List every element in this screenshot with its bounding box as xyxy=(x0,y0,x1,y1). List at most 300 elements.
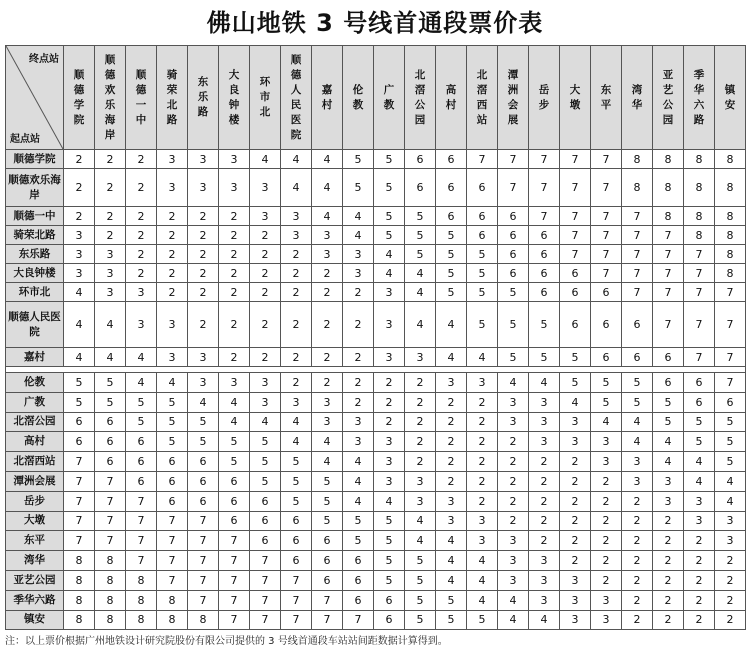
destination-header xyxy=(715,46,746,150)
fare-cell: 2 xyxy=(405,392,436,412)
fare-cell: 7 xyxy=(715,302,746,348)
table-row xyxy=(6,610,746,630)
fare-cell: 5 xyxy=(250,452,281,472)
fare-cell: 7 xyxy=(64,511,95,531)
fare-cell: 6 xyxy=(219,471,250,491)
fare-cell: 5 xyxy=(405,551,436,571)
fare-cell: 8 xyxy=(684,226,715,245)
fare-cell: 6 xyxy=(64,412,95,432)
fare-cell: 8 xyxy=(684,207,715,226)
fare-cell: 3 xyxy=(219,373,250,393)
fare-cell: 7 xyxy=(64,491,95,511)
fare-cell: 4 xyxy=(312,150,343,169)
fare-cell: 5 xyxy=(374,551,405,571)
fare-cell: 2 xyxy=(591,471,622,491)
fare-cell: 3 xyxy=(281,226,312,245)
fare-cell: 6 xyxy=(312,531,343,551)
fare-cell: 5 xyxy=(374,531,405,551)
fare-cell: 6 xyxy=(157,491,188,511)
fare-cell: 4 xyxy=(467,551,498,571)
fare-cell: 6 xyxy=(312,570,343,590)
fare-cell: 3 xyxy=(188,169,219,207)
fare-cell: 7 xyxy=(188,590,219,610)
origin-station-label: 环市北 xyxy=(6,283,64,302)
origin-station-label: 高村 xyxy=(6,432,64,452)
fare-cell: 2 xyxy=(591,511,622,531)
origin-station-label: 季华六路 xyxy=(6,590,64,610)
fare-cell: 2 xyxy=(560,511,591,531)
fare-cell: 8 xyxy=(715,245,746,264)
destination-header xyxy=(374,46,405,150)
fare-cell: 7 xyxy=(312,590,343,610)
fare-cell: 6 xyxy=(95,452,126,472)
destination-label: 高村 xyxy=(445,83,457,111)
fare-cell: 4 xyxy=(64,283,95,302)
fare-cell: 7 xyxy=(560,207,591,226)
fare-cell: 4 xyxy=(64,302,95,348)
fare-cell: 3 xyxy=(498,531,529,551)
fare-cell: 4 xyxy=(219,392,250,412)
fare-cell: 7 xyxy=(157,511,188,531)
fare-cell: 3 xyxy=(374,348,405,367)
fare-cell: 2 xyxy=(188,207,219,226)
table-row xyxy=(6,452,746,472)
origin-station-label: 骑荣北路 xyxy=(6,226,64,245)
fare-cell: 5 xyxy=(715,452,746,472)
fare-cell: 6 xyxy=(436,150,467,169)
fare-cell: 5 xyxy=(343,511,374,531)
fare-cell: 5 xyxy=(374,150,405,169)
fare-cell: 3 xyxy=(374,471,405,491)
fare-cell: 5 xyxy=(405,570,436,590)
fare-cell: 7 xyxy=(591,226,622,245)
fare-cell: 7 xyxy=(281,590,312,610)
fare-cell: 5 xyxy=(436,264,467,283)
fare-cell: 3 xyxy=(312,245,343,264)
fare-cell: 7 xyxy=(529,207,560,226)
fare-cell: 3 xyxy=(281,392,312,412)
fare-cell: 6 xyxy=(405,169,436,207)
fare-cell: 6 xyxy=(684,373,715,393)
fare-cell: 4 xyxy=(405,511,436,531)
fare-cell: 5 xyxy=(281,491,312,511)
fare-cell: 5 xyxy=(374,226,405,245)
fare-cell: 3 xyxy=(622,452,653,472)
destination-header xyxy=(405,46,436,150)
fare-cell: 2 xyxy=(622,590,653,610)
fare-cell: 2 xyxy=(95,150,126,169)
fare-cell: 3 xyxy=(312,226,343,245)
fare-cell: 2 xyxy=(343,283,374,302)
fare-cell: 5 xyxy=(436,226,467,245)
fare-cell: 2 xyxy=(281,348,312,367)
fare-cell: 3 xyxy=(498,551,529,571)
fare-cell: 5 xyxy=(436,610,467,630)
fare-cell: 7 xyxy=(126,491,157,511)
fare-cell: 4 xyxy=(405,302,436,348)
destination-label: 顺德欢乐海岸 xyxy=(104,53,116,141)
destination-header xyxy=(591,46,622,150)
origin-station-label: 顺德学院 xyxy=(6,150,64,169)
fare-cell: 4 xyxy=(405,531,436,551)
table-row xyxy=(6,471,746,491)
fare-cell: 3 xyxy=(405,491,436,511)
fare-cell: 2 xyxy=(560,531,591,551)
fare-cell: 5 xyxy=(715,412,746,432)
table-row xyxy=(6,392,746,412)
fare-cell: 6 xyxy=(467,169,498,207)
fare-cell: 2 xyxy=(467,471,498,491)
fare-cell: 7 xyxy=(157,551,188,571)
fare-cell: 7 xyxy=(157,570,188,590)
fare-cell: 7 xyxy=(219,551,250,571)
fare-cell: 6 xyxy=(560,302,591,348)
fare-cell: 8 xyxy=(64,610,95,630)
fare-cell: 4 xyxy=(498,373,529,393)
fare-cell: 4 xyxy=(467,570,498,590)
fare-cell: 3 xyxy=(591,590,622,610)
fare-cell: 3 xyxy=(374,432,405,452)
fare-cell: 5 xyxy=(653,412,684,432)
fare-cell: 5 xyxy=(653,392,684,412)
fare-cell: 8 xyxy=(653,169,684,207)
fare-cell: 7 xyxy=(591,169,622,207)
fare-cell: 5 xyxy=(498,348,529,367)
fare-cell: 3 xyxy=(405,471,436,491)
fare-cell: 4 xyxy=(374,264,405,283)
fare-cell: 3 xyxy=(343,412,374,432)
fare-cell: 4 xyxy=(64,348,95,367)
fare-cell: 5 xyxy=(343,531,374,551)
fare-cell: 3 xyxy=(529,432,560,452)
destination-header xyxy=(188,46,219,150)
fare-cell: 7 xyxy=(591,245,622,264)
fare-cell: 2 xyxy=(653,531,684,551)
fare-cell: 7 xyxy=(219,590,250,610)
fare-cell: 2 xyxy=(64,150,95,169)
fare-cell: 3 xyxy=(560,432,591,452)
origin-station-label: 顺德人民医院 xyxy=(6,302,64,348)
fare-cell: 4 xyxy=(281,169,312,207)
fare-cell: 5 xyxy=(312,511,343,531)
fare-cell: 7 xyxy=(219,570,250,590)
fare-cell: 4 xyxy=(436,570,467,590)
table-row xyxy=(6,511,746,531)
fare-cell: 7 xyxy=(498,169,529,207)
fare-cell: 2 xyxy=(653,610,684,630)
fare-cell: 3 xyxy=(64,226,95,245)
destination-header xyxy=(64,46,95,150)
fare-cell: 4 xyxy=(250,412,281,432)
fare-cell: 2 xyxy=(467,491,498,511)
fare-cell: 8 xyxy=(64,590,95,610)
fare-cell: 3 xyxy=(715,511,746,531)
fare-cell: 8 xyxy=(653,150,684,169)
fare-cell: 7 xyxy=(498,150,529,169)
fare-cell: 2 xyxy=(126,150,157,169)
fare-cell: 2 xyxy=(126,245,157,264)
fare-cell: 8 xyxy=(126,570,157,590)
fare-cell: 7 xyxy=(95,531,126,551)
fare-cell: 2 xyxy=(622,570,653,590)
fare-cell: 6 xyxy=(591,302,622,348)
fare-cell: 7 xyxy=(560,169,591,207)
fare-cell: 5 xyxy=(157,432,188,452)
fare-cell: 5 xyxy=(684,412,715,432)
table-row xyxy=(6,264,746,283)
fare-cell: 3 xyxy=(529,392,560,412)
fare-cell: 5 xyxy=(560,348,591,367)
fare-cell: 2 xyxy=(126,264,157,283)
fare-cell: 5 xyxy=(405,226,436,245)
fare-cell: 2 xyxy=(157,283,188,302)
fare-cell: 6 xyxy=(250,511,281,531)
table-row xyxy=(6,412,746,432)
fare-cell: 7 xyxy=(715,373,746,393)
fare-cell: 5 xyxy=(374,570,405,590)
fare-cell: 7 xyxy=(529,169,560,207)
fare-cell: 3 xyxy=(591,432,622,452)
fare-cell: 5 xyxy=(219,452,250,472)
fare-cell: 5 xyxy=(405,245,436,264)
fare-cell: 2 xyxy=(436,432,467,452)
destination-label: 顺德人民医院 xyxy=(290,53,302,141)
fare-cell: 4 xyxy=(343,452,374,472)
fare-cell: 3 xyxy=(467,511,498,531)
fare-cell: 2 xyxy=(281,245,312,264)
fare-cell: 7 xyxy=(653,302,684,348)
fare-cell: 2 xyxy=(188,226,219,245)
fare-cell: 6 xyxy=(684,392,715,412)
fare-cell: 6 xyxy=(498,245,529,264)
origin-station-label: 嘉村 xyxy=(6,348,64,367)
fare-cell: 5 xyxy=(95,373,126,393)
fare-cell: 4 xyxy=(312,207,343,226)
fare-cell: 2 xyxy=(498,452,529,472)
fare-cell: 3 xyxy=(560,610,591,630)
fare-cell: 6 xyxy=(281,531,312,551)
fare-cell: 3 xyxy=(436,373,467,393)
fare-cell: 4 xyxy=(126,373,157,393)
destination-header xyxy=(312,46,343,150)
fare-cell: 7 xyxy=(64,531,95,551)
fare-cell: 6 xyxy=(343,590,374,610)
fare-cell: 2 xyxy=(498,432,529,452)
fare-cell: 2 xyxy=(126,207,157,226)
table-row xyxy=(6,570,746,590)
fare-cell: 2 xyxy=(560,491,591,511)
fare-cell: 2 xyxy=(250,302,281,348)
fare-cell: 7 xyxy=(250,610,281,630)
fare-cell: 8 xyxy=(95,590,126,610)
fare-cell: 5 xyxy=(622,373,653,393)
fare-cell: 7 xyxy=(653,264,684,283)
fare-cell: 5 xyxy=(281,471,312,491)
fare-cell: 8 xyxy=(157,610,188,630)
fare-cell: 2 xyxy=(622,551,653,571)
destination-label: 岳步 xyxy=(538,83,550,111)
fare-cell: 2 xyxy=(374,392,405,412)
fare-cell: 3 xyxy=(157,169,188,207)
fare-cell: 3 xyxy=(64,264,95,283)
destination-header xyxy=(157,46,188,150)
fare-cell: 4 xyxy=(157,373,188,393)
fare-cell: 4 xyxy=(312,169,343,207)
fare-cell: 7 xyxy=(560,150,591,169)
fare-cell: 8 xyxy=(95,610,126,630)
fare-cell: 3 xyxy=(684,491,715,511)
fare-cell: 4 xyxy=(405,264,436,283)
fare-cell: 5 xyxy=(312,471,343,491)
fare-cell: 7 xyxy=(684,283,715,302)
fare-cell: 2 xyxy=(529,511,560,531)
fare-cell: 6 xyxy=(591,348,622,367)
fare-cell: 5 xyxy=(188,432,219,452)
destination-header xyxy=(343,46,374,150)
fare-cell: 3 xyxy=(374,452,405,472)
destination-label: 骑荣北路 xyxy=(166,68,178,126)
fare-cell: 4 xyxy=(529,373,560,393)
fare-cell: 6 xyxy=(529,245,560,264)
fare-cell: 7 xyxy=(188,511,219,531)
fare-cell: 8 xyxy=(715,150,746,169)
fare-cell: 3 xyxy=(219,169,250,207)
fare-cell: 3 xyxy=(529,551,560,571)
fare-cell: 7 xyxy=(95,511,126,531)
fare-cell: 4 xyxy=(653,432,684,452)
destination-header xyxy=(436,46,467,150)
fare-cell: 2 xyxy=(281,283,312,302)
fare-cell: 6 xyxy=(250,531,281,551)
fare-cell: 2 xyxy=(312,302,343,348)
fare-cell: 2 xyxy=(715,590,746,610)
fare-cell: 5 xyxy=(374,207,405,226)
destination-label: 湾华 xyxy=(631,83,643,111)
destination-label: 镇安 xyxy=(724,83,736,111)
fare-cell: 5 xyxy=(622,392,653,412)
fare-cell: 2 xyxy=(281,264,312,283)
fare-cell: 3 xyxy=(498,392,529,412)
fare-cell: 2 xyxy=(715,551,746,571)
fare-cell: 2 xyxy=(219,283,250,302)
table-row xyxy=(6,150,746,169)
fare-cell: 2 xyxy=(157,226,188,245)
fare-cell: 2 xyxy=(343,302,374,348)
fare-cell: 4 xyxy=(529,610,560,630)
fare-cell: 7 xyxy=(281,610,312,630)
fare-cell: 8 xyxy=(715,264,746,283)
fare-cell: 4 xyxy=(560,392,591,412)
destination-header xyxy=(126,46,157,150)
fare-cell: 3 xyxy=(498,412,529,432)
fare-cell: 2 xyxy=(498,491,529,511)
fare-cell: 7 xyxy=(467,150,498,169)
destination-header xyxy=(95,46,126,150)
fare-cell: 2 xyxy=(560,452,591,472)
fare-cell: 6 xyxy=(219,511,250,531)
destination-label: 亚艺公园 xyxy=(662,68,674,126)
fare-cell: 2 xyxy=(312,373,343,393)
fare-cell: 5 xyxy=(281,452,312,472)
fare-cell: 7 xyxy=(219,610,250,630)
fare-cell: 6 xyxy=(560,283,591,302)
fare-cell: 2 xyxy=(684,551,715,571)
fare-cell: 5 xyxy=(250,432,281,452)
fare-cell: 3 xyxy=(250,373,281,393)
fare-cell: 4 xyxy=(436,348,467,367)
fare-cell: 4 xyxy=(436,302,467,348)
fare-cell: 3 xyxy=(436,511,467,531)
destination-label: 顺德一中 xyxy=(135,68,147,126)
fare-cell: 5 xyxy=(312,491,343,511)
fare-cell: 2 xyxy=(715,610,746,630)
fare-cell: 2 xyxy=(95,226,126,245)
fare-cell: 2 xyxy=(405,452,436,472)
table-row xyxy=(6,245,746,264)
fare-cell: 4 xyxy=(126,348,157,367)
fare-cell: 8 xyxy=(684,169,715,207)
fare-cell: 7 xyxy=(250,551,281,571)
table-row xyxy=(6,531,746,551)
fare-cell: 3 xyxy=(126,283,157,302)
fare-cell: 2 xyxy=(219,245,250,264)
fare-cell: 6 xyxy=(281,551,312,571)
fare-cell: 4 xyxy=(498,590,529,610)
fare-cell: 4 xyxy=(715,471,746,491)
fare-cell: 5 xyxy=(684,432,715,452)
fare-cell: 5 xyxy=(405,590,436,610)
fare-cell: 5 xyxy=(467,302,498,348)
fare-cell: 2 xyxy=(219,302,250,348)
start-station-label: 起点站 xyxy=(10,134,40,145)
fare-cell: 3 xyxy=(219,150,250,169)
fare-cell: 5 xyxy=(157,392,188,412)
fare-cell: 7 xyxy=(622,226,653,245)
fare-cell: 7 xyxy=(281,570,312,590)
origin-station-label: 湾华 xyxy=(6,551,64,571)
fare-cell: 7 xyxy=(95,491,126,511)
table-row xyxy=(6,348,746,367)
fare-cell: 2 xyxy=(560,551,591,571)
fare-cell: 6 xyxy=(622,302,653,348)
fare-cell: 7 xyxy=(684,348,715,367)
origin-station-label: 顺德一中 xyxy=(6,207,64,226)
table-row xyxy=(6,491,746,511)
fare-cell: 6 xyxy=(95,412,126,432)
fare-cell: 3 xyxy=(653,491,684,511)
fare-cell: 2 xyxy=(684,610,715,630)
fare-cell: 8 xyxy=(95,551,126,571)
fare-cell: 3 xyxy=(560,590,591,610)
fare-cell: 2 xyxy=(591,491,622,511)
fare-cell: 2 xyxy=(622,531,653,551)
fare-cell: 2 xyxy=(250,283,281,302)
fare-cell: 7 xyxy=(684,302,715,348)
fare-cell: 6 xyxy=(219,491,250,511)
fare-cell: 3 xyxy=(95,245,126,264)
table-row xyxy=(6,226,746,245)
fare-cell: 6 xyxy=(591,283,622,302)
fare-cell: 4 xyxy=(467,590,498,610)
fare-cell: 4 xyxy=(343,471,374,491)
fare-cell: 2 xyxy=(312,264,343,283)
fare-cell: 2 xyxy=(95,207,126,226)
fare-cell: 7 xyxy=(64,452,95,472)
fare-cell: 5 xyxy=(467,610,498,630)
fare-cell: 2 xyxy=(281,302,312,348)
fare-cell: 3 xyxy=(250,392,281,412)
fare-cell: 3 xyxy=(467,531,498,551)
